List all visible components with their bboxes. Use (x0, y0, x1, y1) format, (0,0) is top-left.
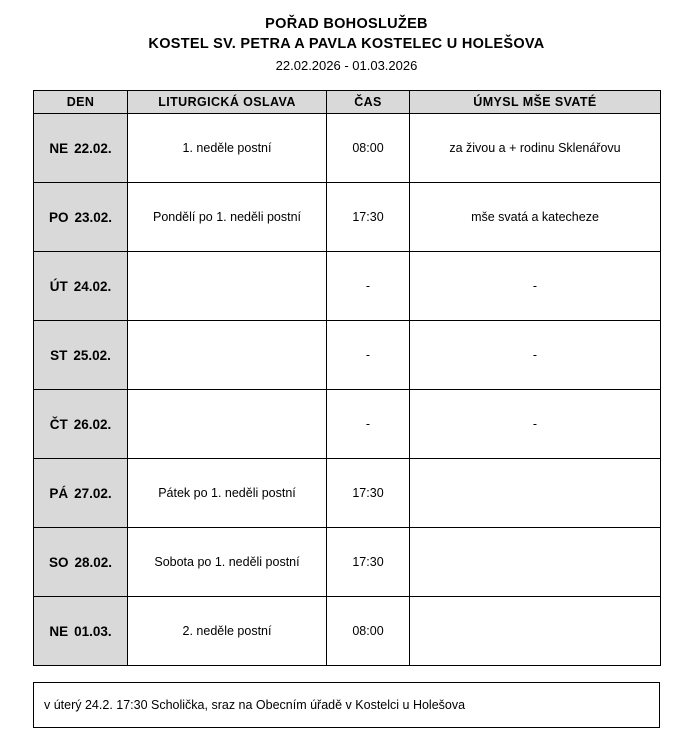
cell-liturgy: 2. neděle postní (128, 597, 327, 666)
title-line-1: POŘAD BOHOSLUŽEB (265, 16, 428, 32)
day-of-week: PÁ (49, 485, 69, 501)
day-of-week: ÚT (49, 278, 68, 294)
cell-intention: - (410, 390, 661, 459)
table-row (34, 252, 661, 321)
date-range: 22.02.2026 - 01.03.2026 (275, 58, 418, 73)
cell-day (34, 114, 128, 183)
footnote-box (33, 682, 660, 728)
day-date: 26.02. (73, 416, 112, 432)
cell-day (34, 321, 128, 390)
cell-intention (410, 459, 661, 528)
cell-intention: - (410, 252, 661, 321)
table-row (34, 459, 661, 528)
footnote-text: v úterý 24.2. 17:30 Scholička, sraz na Obecním úřadě v Kostelci u Holešova (44, 698, 466, 712)
cell-liturgy (128, 390, 327, 459)
table-header-row (34, 91, 661, 114)
day-date: 22.02. (74, 140, 112, 156)
table-row (34, 183, 661, 252)
day-of-week: ST (50, 347, 68, 363)
schedule-table-wrapper (33, 90, 660, 666)
cell-intention (410, 528, 661, 597)
document-header (0, 0, 693, 76)
table-row (34, 597, 661, 666)
day-date: 23.02. (74, 209, 113, 225)
cell-intention: mše svatá a katecheze (410, 183, 661, 252)
cell-time: 08:00 (327, 597, 410, 666)
table-row (34, 528, 661, 597)
cell-liturgy (128, 252, 327, 321)
cell-liturgy (128, 321, 327, 390)
cell-time: - (327, 390, 410, 459)
cell-time: - (327, 321, 410, 390)
table-row (34, 390, 661, 459)
day-of-week: PO (48, 209, 69, 225)
cell-time: 17:30 (327, 528, 410, 597)
day-date: 25.02. (73, 347, 111, 363)
cell-time: 17:30 (327, 183, 410, 252)
schedule-table (33, 90, 661, 666)
column-header-liturgy: LITURGICKÁ OSLAVA (128, 91, 327, 114)
day-date: 28.02. (74, 554, 113, 570)
column-header-day: DEN (34, 91, 128, 114)
cell-liturgy: Pondělí po 1. neděli postní (128, 183, 327, 252)
cell-time: 17:30 (327, 459, 410, 528)
day-of-week: NE (49, 623, 69, 639)
table-body (34, 114, 661, 666)
column-header-time: ČAS (327, 91, 410, 114)
day-of-week: NE (49, 140, 69, 156)
cell-intention (410, 597, 661, 666)
day-of-week: SO (48, 554, 69, 570)
day-date: 24.02. (73, 278, 112, 294)
column-header-intention: ÚMYSL MŠE SVATÉ (410, 91, 661, 114)
cell-day (34, 597, 128, 666)
cell-intention: - (410, 321, 661, 390)
cell-liturgy: Sobota po 1. neděli postní (128, 528, 327, 597)
cell-day (34, 252, 128, 321)
table-row (34, 114, 661, 183)
cell-liturgy: 1. neděle postní (128, 114, 327, 183)
day-date: 27.02. (74, 485, 112, 501)
cell-day (34, 528, 128, 597)
cell-time: - (327, 252, 410, 321)
table-row (34, 321, 661, 390)
table-head (34, 91, 661, 114)
title-line-2: KOSTEL SV. PETRA A PAVLA KOSTELEC U HOLEŠOVA (148, 36, 545, 52)
cell-time: 08:00 (327, 114, 410, 183)
cell-liturgy: Pátek po 1. neděli postní (128, 459, 327, 528)
cell-day (34, 183, 128, 252)
day-date: 01.03. (74, 623, 112, 639)
day-of-week: ČT (49, 416, 68, 432)
cell-intention: za živou a + rodinu Sklenářovu (410, 114, 661, 183)
cell-day (34, 459, 128, 528)
cell-day (34, 390, 128, 459)
